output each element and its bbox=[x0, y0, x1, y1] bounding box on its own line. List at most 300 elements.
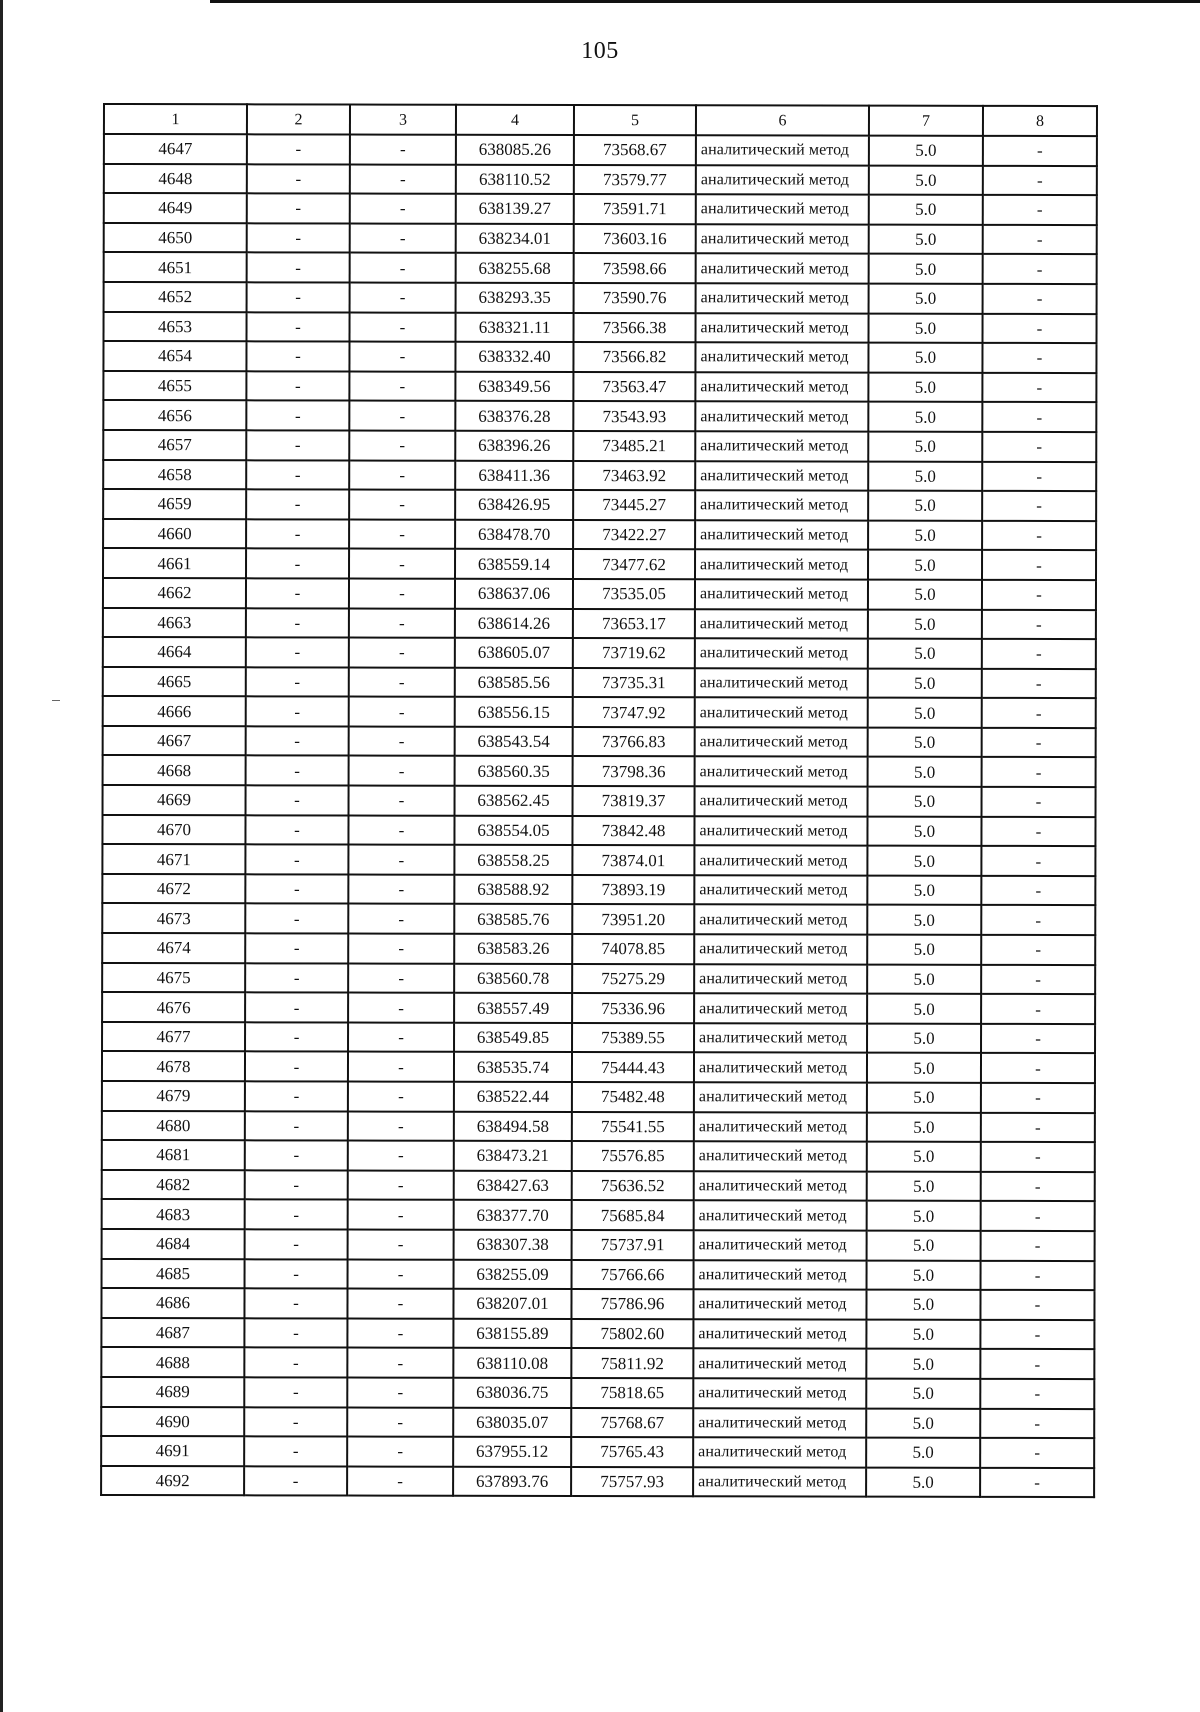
table-row bbox=[102, 963, 1095, 995]
col8-cell: - bbox=[981, 876, 1095, 906]
accuracy-cell: 5.0 bbox=[868, 727, 982, 757]
col2-cell: - bbox=[246, 578, 349, 608]
col8-cell: - bbox=[982, 639, 1096, 669]
col2-cell: - bbox=[246, 756, 349, 786]
point-number-cell: 4662 bbox=[103, 578, 246, 608]
table-row bbox=[102, 903, 1095, 935]
x-coord-cell: 638549.85 bbox=[454, 1023, 572, 1053]
accuracy-cell: 5.0 bbox=[867, 1112, 981, 1142]
accuracy-cell: 5.0 bbox=[866, 1467, 980, 1497]
y-coord-cell: 73798.36 bbox=[573, 756, 695, 786]
point-number-cell: 4655 bbox=[103, 371, 246, 401]
col3-cell: - bbox=[348, 1111, 454, 1141]
method-cell: аналитический метод bbox=[696, 194, 869, 224]
x-coord-cell: 638376.28 bbox=[455, 401, 573, 431]
col8-cell: - bbox=[982, 491, 1096, 521]
method-cell: аналитический метод bbox=[693, 1289, 866, 1319]
col3-cell: - bbox=[348, 1052, 454, 1082]
table-body bbox=[101, 104, 1097, 1497]
col3-cell: - bbox=[347, 1437, 453, 1467]
accuracy-cell: 5.0 bbox=[868, 520, 982, 550]
accuracy-cell: 5.0 bbox=[869, 195, 983, 225]
accuracy-cell: 5.0 bbox=[866, 1349, 980, 1379]
col2-cell: - bbox=[246, 608, 349, 638]
margin-mark bbox=[52, 700, 60, 701]
col8-cell: - bbox=[982, 669, 1096, 699]
col8-cell: - bbox=[983, 195, 1097, 225]
col8-cell: - bbox=[982, 580, 1096, 610]
col2-cell: - bbox=[245, 1229, 348, 1259]
left-scan-edge bbox=[0, 0, 3, 1712]
col8-cell: - bbox=[982, 313, 1096, 343]
table-row bbox=[101, 1407, 1094, 1439]
point-number-cell: 4685 bbox=[102, 1259, 245, 1289]
y-coord-cell: 73893.19 bbox=[572, 875, 694, 905]
col8-cell: - bbox=[981, 1083, 1095, 1113]
point-number-cell: 4677 bbox=[102, 1022, 245, 1052]
col8-cell: - bbox=[982, 728, 1096, 758]
point-number-cell: 4665 bbox=[103, 667, 246, 697]
x-coord-cell: 638396.26 bbox=[455, 431, 573, 461]
method-cell: аналитический метод bbox=[694, 875, 867, 905]
x-coord-cell: 638332.40 bbox=[455, 342, 573, 372]
method-cell: аналитический метод bbox=[695, 520, 868, 550]
col3-cell: - bbox=[348, 1022, 454, 1052]
x-coord-cell: 638307.38 bbox=[454, 1230, 572, 1260]
point-number-cell: 4692 bbox=[101, 1466, 244, 1496]
point-number-cell: 4658 bbox=[103, 460, 246, 490]
col3-cell: - bbox=[348, 963, 454, 993]
x-coord-cell: 638522.44 bbox=[454, 1082, 572, 1112]
point-number-cell: 4681 bbox=[102, 1140, 245, 1170]
col3-cell: - bbox=[349, 460, 455, 490]
x-coord-cell: 638139.27 bbox=[456, 194, 574, 224]
point-number-cell: 4663 bbox=[103, 608, 246, 638]
y-coord-cell: 75389.55 bbox=[572, 1023, 694, 1053]
table-row bbox=[102, 1140, 1095, 1172]
point-number-cell: 4680 bbox=[102, 1111, 245, 1141]
col2-cell: - bbox=[245, 993, 348, 1023]
table-row bbox=[103, 726, 1096, 758]
table-row bbox=[101, 1288, 1094, 1320]
table-row bbox=[101, 1377, 1094, 1409]
table-row bbox=[102, 1170, 1095, 1202]
accuracy-cell: 5.0 bbox=[868, 698, 982, 728]
col2-cell: - bbox=[245, 1140, 348, 1170]
table-row bbox=[103, 667, 1096, 699]
col2-cell: - bbox=[246, 549, 349, 579]
col8-cell: - bbox=[982, 461, 1096, 491]
method-cell: аналитический метод bbox=[695, 668, 868, 698]
table-row bbox=[103, 489, 1096, 521]
col3-cell: - bbox=[348, 1259, 454, 1289]
col2-cell: - bbox=[245, 963, 348, 993]
table-row bbox=[101, 1466, 1094, 1498]
col2-cell: - bbox=[245, 1081, 348, 1111]
table-row bbox=[104, 282, 1097, 314]
table-row bbox=[102, 1229, 1095, 1261]
y-coord-cell: 73477.62 bbox=[573, 549, 695, 579]
table-row bbox=[102, 1081, 1095, 1113]
col3-cell: - bbox=[349, 519, 455, 549]
x-coord-cell: 638207.01 bbox=[453, 1289, 571, 1319]
x-coord-cell: 638036.75 bbox=[453, 1378, 571, 1408]
col2-cell: - bbox=[246, 401, 349, 431]
x-coord-cell: 638494.58 bbox=[454, 1111, 572, 1141]
accuracy-cell: 5.0 bbox=[868, 787, 982, 817]
accuracy-cell: 5.0 bbox=[867, 1083, 981, 1113]
col3-cell: - bbox=[349, 697, 455, 727]
col3-cell: - bbox=[349, 578, 455, 608]
col3-cell: - bbox=[347, 1377, 453, 1407]
header-cell: 5 bbox=[574, 105, 696, 135]
point-number-cell: 4654 bbox=[103, 341, 246, 371]
point-number-cell: 4647 bbox=[104, 134, 247, 164]
point-number-cell: 4666 bbox=[103, 696, 246, 726]
col3-cell: - bbox=[348, 1200, 454, 1230]
accuracy-cell: 5.0 bbox=[867, 1023, 981, 1053]
col8-cell: - bbox=[983, 254, 1097, 284]
x-coord-cell: 637955.12 bbox=[453, 1437, 571, 1467]
y-coord-cell: 73951.20 bbox=[572, 904, 694, 934]
y-coord-cell: 75482.48 bbox=[572, 1082, 694, 1112]
col3-cell: - bbox=[349, 342, 455, 372]
accuracy-cell: 5.0 bbox=[867, 1053, 981, 1083]
y-coord-cell: 73568.67 bbox=[574, 135, 696, 165]
accuracy-cell: 5.0 bbox=[867, 816, 981, 846]
col8-cell: - bbox=[980, 1379, 1094, 1409]
point-number-cell: 4650 bbox=[104, 223, 247, 253]
col3-cell: - bbox=[349, 786, 455, 816]
col2-cell: - bbox=[244, 1377, 347, 1407]
col8-cell: - bbox=[980, 1349, 1094, 1379]
method-cell: аналитический метод bbox=[695, 579, 868, 609]
col8-cell: - bbox=[982, 609, 1096, 639]
col2-cell: - bbox=[244, 1288, 347, 1318]
col3-cell: - bbox=[350, 312, 456, 342]
col3-cell: - bbox=[349, 638, 455, 668]
col8-cell: - bbox=[981, 1260, 1095, 1290]
accuracy-cell: 5.0 bbox=[868, 402, 982, 432]
x-coord-cell: 638585.56 bbox=[455, 667, 573, 697]
y-coord-cell: 75737.91 bbox=[572, 1230, 694, 1260]
accuracy-cell: 5.0 bbox=[867, 875, 981, 905]
method-cell: аналитический метод bbox=[695, 638, 868, 668]
col8-cell: - bbox=[982, 787, 1096, 817]
y-coord-cell: 73653.17 bbox=[573, 608, 695, 638]
col8-cell: - bbox=[981, 1112, 1095, 1142]
y-coord-cell: 73735.31 bbox=[573, 668, 695, 698]
x-coord-cell: 638605.07 bbox=[455, 638, 573, 668]
col3-cell: - bbox=[350, 135, 456, 165]
method-cell: аналитический метод bbox=[695, 402, 868, 432]
table-row bbox=[102, 874, 1095, 906]
accuracy-cell: 5.0 bbox=[867, 994, 981, 1024]
table-row bbox=[103, 578, 1096, 610]
x-coord-cell: 638426.95 bbox=[455, 490, 573, 520]
col3-cell: - bbox=[350, 253, 456, 283]
col8-cell: - bbox=[981, 846, 1095, 876]
col3-cell: - bbox=[349, 756, 455, 786]
y-coord-cell: 73819.37 bbox=[573, 786, 695, 816]
y-coord-cell: 73566.82 bbox=[573, 342, 695, 372]
col8-cell: - bbox=[982, 402, 1096, 432]
col8-cell: - bbox=[982, 550, 1096, 580]
table-row bbox=[103, 430, 1096, 462]
table-row bbox=[103, 608, 1096, 640]
x-coord-cell: 638255.09 bbox=[454, 1259, 572, 1289]
col3-cell: - bbox=[350, 194, 456, 224]
point-number-cell: 4673 bbox=[102, 903, 245, 933]
x-coord-cell: 638234.01 bbox=[456, 224, 574, 254]
header-cell: 3 bbox=[350, 105, 456, 135]
accuracy-cell: 5.0 bbox=[868, 580, 982, 610]
col8-cell: - bbox=[981, 1172, 1095, 1202]
accuracy-cell: 5.0 bbox=[868, 313, 982, 343]
col2-cell: - bbox=[246, 637, 349, 667]
y-coord-cell: 73563.47 bbox=[573, 372, 695, 402]
col8-cell: - bbox=[982, 432, 1096, 462]
method-cell: аналитический метод bbox=[694, 964, 867, 994]
col2-cell: - bbox=[247, 312, 350, 342]
accuracy-cell: 5.0 bbox=[868, 461, 982, 491]
method-cell: аналитический метод bbox=[694, 905, 867, 935]
method-cell: аналитический метод bbox=[694, 816, 867, 846]
col3-cell: - bbox=[348, 1229, 454, 1259]
method-cell: аналитический метод bbox=[694, 1141, 867, 1171]
accuracy-cell: 5.0 bbox=[867, 1231, 981, 1261]
point-number-cell: 4672 bbox=[102, 874, 245, 904]
method-cell: аналитический метод bbox=[696, 283, 869, 313]
col2-cell: - bbox=[245, 874, 348, 904]
y-coord-cell: 73874.01 bbox=[572, 845, 694, 875]
col2-cell: - bbox=[247, 193, 350, 223]
method-cell: аналитический метод bbox=[695, 372, 868, 402]
col3-cell: - bbox=[348, 904, 454, 934]
method-cell: аналитический метод bbox=[693, 1408, 866, 1438]
col2-cell: - bbox=[244, 1466, 347, 1496]
method-cell: аналитический метод bbox=[696, 135, 869, 165]
col2-cell: - bbox=[244, 1436, 347, 1466]
x-coord-cell: 638473.21 bbox=[454, 1141, 572, 1171]
col2-cell: - bbox=[246, 785, 349, 815]
col3-cell: - bbox=[347, 1466, 453, 1496]
col2-cell: - bbox=[245, 1022, 348, 1052]
point-number-cell: 4675 bbox=[102, 963, 245, 993]
y-coord-cell: 73485.21 bbox=[573, 431, 695, 461]
y-coord-cell: 73579.77 bbox=[574, 165, 696, 195]
x-coord-cell: 638321.11 bbox=[456, 312, 574, 342]
method-cell: аналитический метод bbox=[695, 431, 868, 461]
point-number-cell: 4648 bbox=[104, 164, 247, 194]
col8-cell: - bbox=[981, 1024, 1095, 1054]
x-coord-cell: 638637.06 bbox=[455, 579, 573, 609]
y-coord-cell: 73591.71 bbox=[574, 194, 696, 224]
col2-cell: - bbox=[244, 1348, 347, 1378]
x-coord-cell: 638559.14 bbox=[455, 549, 573, 579]
x-coord-cell: 638110.08 bbox=[453, 1348, 571, 1378]
point-number-cell: 4674 bbox=[102, 933, 245, 963]
point-number-cell: 4684 bbox=[102, 1229, 245, 1259]
point-number-cell: 4676 bbox=[102, 992, 245, 1022]
table-row bbox=[102, 1051, 1095, 1083]
point-number-cell: 4670 bbox=[102, 815, 245, 845]
x-coord-cell: 638411.36 bbox=[455, 460, 573, 490]
col3-cell: - bbox=[348, 934, 454, 964]
col8-cell: - bbox=[982, 757, 1096, 787]
y-coord-cell: 75576.85 bbox=[572, 1141, 694, 1171]
col8-cell: - bbox=[981, 964, 1095, 994]
x-coord-cell: 638155.89 bbox=[453, 1318, 571, 1348]
col8-cell: - bbox=[980, 1468, 1094, 1498]
col2-cell: - bbox=[246, 430, 349, 460]
col3-cell: - bbox=[348, 845, 454, 875]
x-coord-cell: 638614.26 bbox=[455, 608, 573, 638]
col2-cell: - bbox=[246, 460, 349, 490]
x-coord-cell: 638562.45 bbox=[455, 786, 573, 816]
y-coord-cell: 73747.92 bbox=[573, 697, 695, 727]
col8-cell: - bbox=[980, 1408, 1094, 1438]
col2-cell: - bbox=[245, 904, 348, 934]
col8-cell: - bbox=[981, 994, 1095, 1024]
x-coord-cell: 638478.70 bbox=[455, 519, 573, 549]
col2-cell: - bbox=[247, 134, 350, 164]
col8-cell: - bbox=[983, 284, 1097, 314]
y-coord-cell: 73598.66 bbox=[574, 253, 696, 283]
method-cell: аналитический метод bbox=[695, 727, 868, 757]
table-row bbox=[104, 252, 1097, 284]
accuracy-cell: 5.0 bbox=[867, 1171, 981, 1201]
table-header-row bbox=[104, 104, 1097, 136]
accuracy-cell: 5.0 bbox=[867, 964, 981, 994]
y-coord-cell: 75765.43 bbox=[571, 1437, 693, 1467]
col3-cell: - bbox=[350, 223, 456, 253]
col2-cell: - bbox=[246, 371, 349, 401]
method-cell: аналитический метод bbox=[693, 1378, 866, 1408]
x-coord-cell: 638349.56 bbox=[455, 371, 573, 401]
table-row bbox=[102, 1259, 1095, 1291]
col2-cell: - bbox=[245, 1259, 348, 1289]
y-coord-cell: 73422.27 bbox=[573, 520, 695, 550]
method-cell: аналитический метод bbox=[694, 934, 867, 964]
x-coord-cell: 638255.68 bbox=[456, 253, 574, 283]
y-coord-cell: 73842.48 bbox=[572, 816, 694, 846]
page-number: 105 bbox=[581, 38, 619, 64]
accuracy-cell: 5.0 bbox=[869, 224, 983, 254]
x-coord-cell: 638588.92 bbox=[454, 875, 572, 905]
col2-cell: - bbox=[247, 282, 350, 312]
y-coord-cell: 75444.43 bbox=[572, 1052, 694, 1082]
accuracy-cell: 5.0 bbox=[867, 935, 981, 965]
y-coord-cell: 73719.62 bbox=[573, 638, 695, 668]
col3-cell: - bbox=[350, 282, 456, 312]
method-cell: аналитический метод bbox=[693, 1349, 866, 1379]
col2-cell: - bbox=[245, 1170, 348, 1200]
col8-cell: - bbox=[981, 816, 1095, 846]
table-row bbox=[102, 1111, 1095, 1143]
point-number-cell: 4653 bbox=[104, 312, 247, 342]
table-row bbox=[102, 1199, 1095, 1231]
method-cell: аналитический метод bbox=[696, 224, 869, 254]
table-row bbox=[103, 371, 1096, 403]
accuracy-cell: 5.0 bbox=[866, 1379, 980, 1409]
table-row bbox=[102, 933, 1095, 965]
point-number-cell: 4657 bbox=[103, 430, 246, 460]
point-number-cell: 4667 bbox=[103, 726, 246, 756]
table-row bbox=[102, 844, 1095, 876]
col2-cell: - bbox=[245, 845, 348, 875]
col3-cell: - bbox=[349, 401, 455, 431]
x-coord-cell: 638535.74 bbox=[454, 1052, 572, 1082]
col8-cell: - bbox=[981, 935, 1095, 965]
x-coord-cell: 638560.78 bbox=[454, 963, 572, 993]
accuracy-cell: 5.0 bbox=[867, 905, 981, 935]
col2-cell: - bbox=[246, 341, 349, 371]
accuracy-cell: 5.0 bbox=[869, 284, 983, 314]
col3-cell: - bbox=[347, 1289, 453, 1319]
x-coord-cell: 638427.63 bbox=[454, 1171, 572, 1201]
col2-cell: - bbox=[244, 1318, 347, 1348]
y-coord-cell: 73566.38 bbox=[574, 313, 696, 343]
col3-cell: - bbox=[348, 1082, 454, 1112]
accuracy-cell: 5.0 bbox=[868, 609, 982, 639]
method-cell: аналитический метод bbox=[693, 1437, 866, 1467]
method-cell: аналитический метод bbox=[695, 757, 868, 787]
y-coord-cell: 73590.76 bbox=[574, 283, 696, 313]
method-cell: аналитический метод bbox=[695, 313, 868, 343]
accuracy-cell: 5.0 bbox=[866, 1319, 980, 1349]
col3-cell: - bbox=[348, 874, 454, 904]
col8-cell: - bbox=[980, 1290, 1094, 1320]
col2-cell: - bbox=[245, 1052, 348, 1082]
method-cell: аналитический метод bbox=[693, 1319, 866, 1349]
point-number-cell: 4649 bbox=[104, 193, 247, 223]
col8-cell: - bbox=[982, 343, 1096, 373]
accuracy-cell: 5.0 bbox=[868, 639, 982, 669]
accuracy-cell: 5.0 bbox=[866, 1438, 980, 1468]
col2-cell: - bbox=[245, 933, 348, 963]
accuracy-cell: 5.0 bbox=[867, 1201, 981, 1231]
method-cell: аналитический метод bbox=[694, 1201, 867, 1231]
point-number-cell: 4689 bbox=[101, 1377, 244, 1407]
col3-cell: - bbox=[348, 1141, 454, 1171]
y-coord-cell: 73463.92 bbox=[573, 461, 695, 491]
accuracy-cell: 5.0 bbox=[867, 846, 981, 876]
table-row bbox=[103, 341, 1096, 373]
y-coord-cell: 73445.27 bbox=[573, 490, 695, 520]
col8-cell: - bbox=[981, 1053, 1095, 1083]
method-cell: аналитический метод bbox=[695, 698, 868, 728]
point-number-cell: 4664 bbox=[103, 637, 246, 667]
table-row bbox=[101, 1436, 1094, 1468]
accuracy-cell: 5.0 bbox=[866, 1290, 980, 1320]
point-number-cell: 4668 bbox=[103, 755, 246, 785]
x-coord-cell: 638557.49 bbox=[454, 993, 572, 1023]
col3-cell: - bbox=[348, 1170, 454, 1200]
point-number-cell: 4687 bbox=[101, 1318, 244, 1348]
y-coord-cell: 75275.29 bbox=[572, 964, 694, 994]
table-row bbox=[104, 193, 1097, 225]
header-cell: 1 bbox=[104, 104, 247, 134]
table-row bbox=[103, 785, 1096, 817]
col3-cell: - bbox=[349, 490, 455, 520]
y-coord-cell: 75768.67 bbox=[571, 1408, 693, 1438]
col3-cell: - bbox=[348, 993, 454, 1023]
col2-cell: - bbox=[245, 1200, 348, 1230]
method-cell: аналитический метод bbox=[694, 1171, 867, 1201]
col2-cell: - bbox=[247, 223, 350, 253]
col3-cell: - bbox=[349, 667, 455, 697]
